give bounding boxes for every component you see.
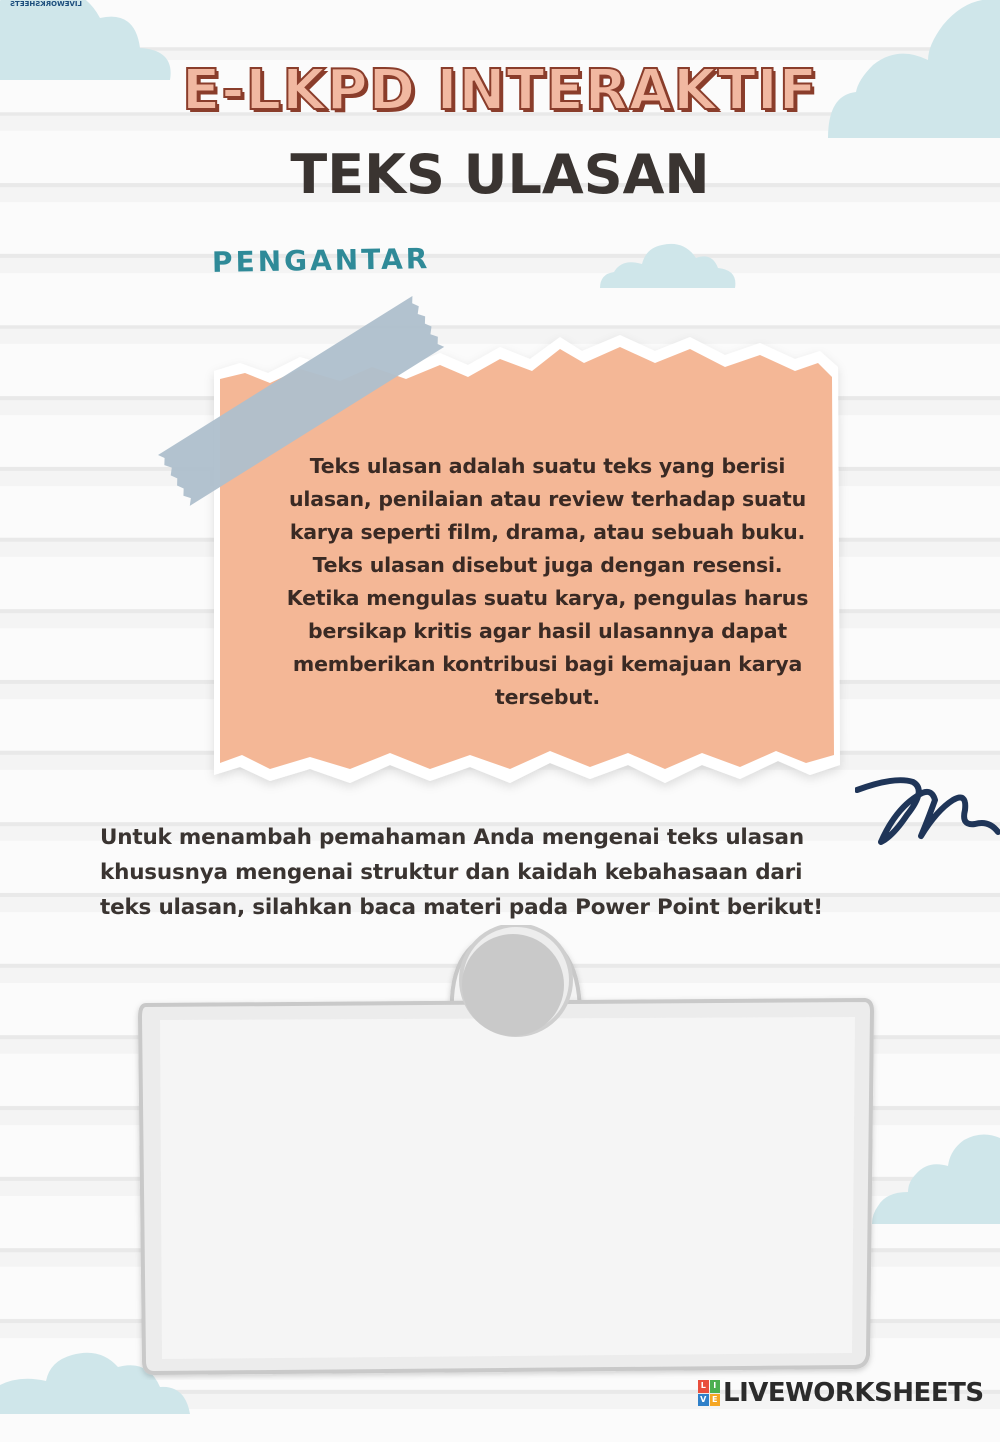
cloud-right-lower-main — [872, 1432, 873, 1433]
liveworksheets-logo-icon: L I V E — [698, 1380, 720, 1406]
intro-paragraph: Teks ulasan adalah suatu teks yang berisi ulasan, penilaian atau review terhadap suatu karya seperti film, drama, atau sebuah buku. Teks ulasan disebut juga dengan resensi. Ketika mengulas suatu karya, pengulas harus bersikap kritis agar hasil ulasannya dapat memberikan kontribusi bagi kemajuan karya tersebut. — [286, 454, 809, 709]
content-frame — [130, 925, 880, 1380]
section-label: PENGANTAR — [211, 242, 431, 279]
cloud-bottom-right — [875, 1432, 885, 1442]
instruction-paragraph: Untuk menambah pemahaman Anda mengenai teks ulasan khususnya mengenai struktur dan kaidah kebahasaan dari teks ulasan, silahkan baca materi pada Power Point berikut! — [100, 825, 823, 920]
scribble-doodle — [855, 770, 1000, 850]
liveworksheets-footer — [698, 1378, 984, 1408]
cloud-bottom-right-visible — [872, 1130, 1000, 1225]
top-watermark: LIVEWORKSHEETS — [9, 0, 82, 8]
cloud-middle — [600, 240, 740, 290]
cloud-right-side — [872, 1430, 873, 1431]
brand-name: LIVEWORKSHEETS — [723, 1378, 984, 1408]
page-title: E-LKPD INTERAKTIF — [182, 58, 818, 123]
page-subtitle: TEKS ULASAN — [290, 143, 710, 206]
